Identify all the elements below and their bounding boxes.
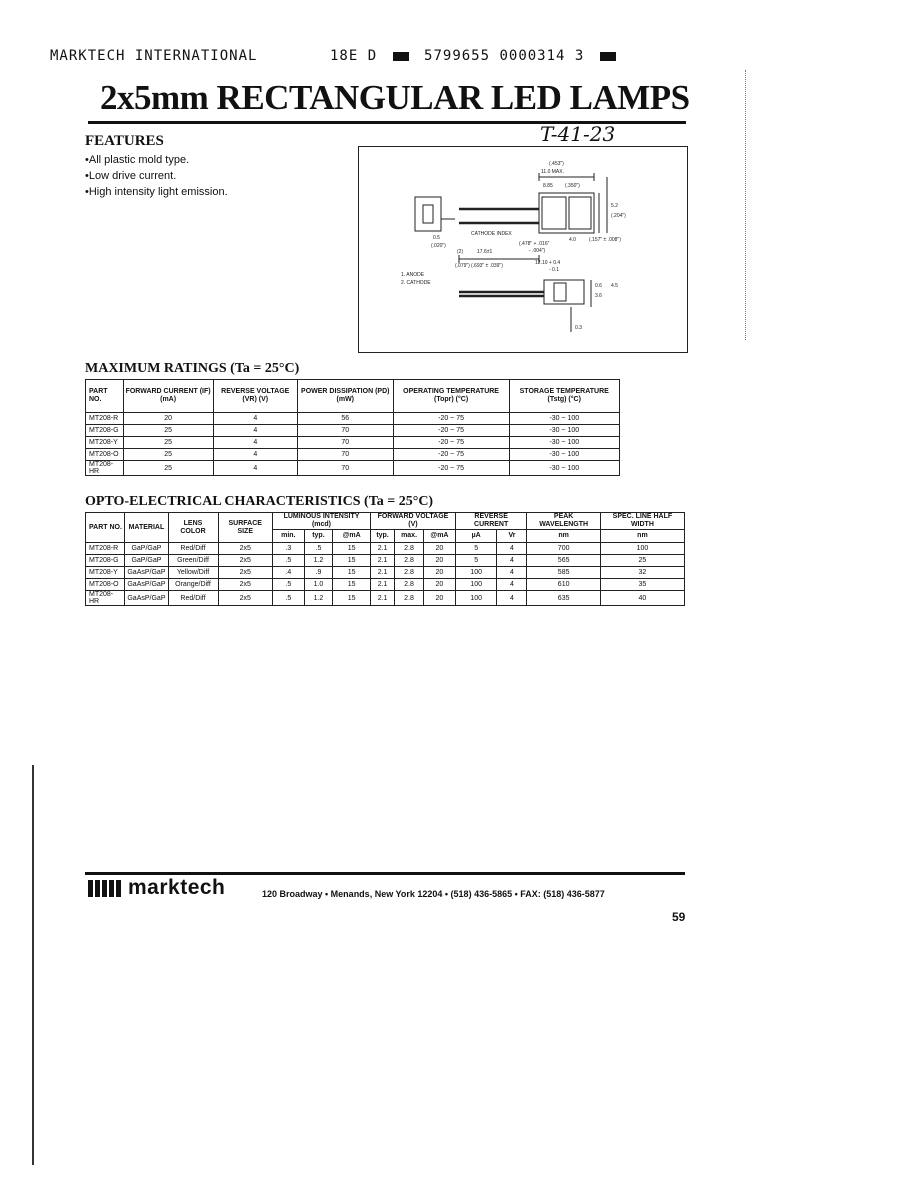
drawing-label: 8.85 (543, 183, 553, 189)
column-header: SPEC. LINE HALF WIDTH (600, 513, 684, 530)
table-cell: MT208-R (86, 543, 125, 555)
table-cell: 15 (333, 555, 371, 567)
drawing-label: 0.6 (595, 283, 602, 289)
table-cell: .5 (272, 555, 304, 567)
drawing-label: (.157" ± .008") (589, 237, 621, 243)
column-header: PEAK WAVELENGTH (527, 513, 600, 530)
table-cell: GaAsP/GaP (125, 579, 168, 591)
header-company: MARKTECH INTERNATIONAL (50, 48, 258, 64)
table-cell: 635 (527, 591, 600, 606)
table-cell: MT208-G (86, 555, 125, 567)
table-cell: .5 (272, 579, 304, 591)
drawing-label: 17.6±1 (477, 249, 493, 255)
table-cell: -30 ~ 100 (509, 413, 620, 425)
column-header: FORWARD VOLTAGE (V) (371, 513, 456, 530)
table-cell: 5 (455, 555, 497, 567)
table-cell: 25 (123, 461, 213, 476)
table-cell: 100 (455, 591, 497, 606)
table-row (86, 425, 620, 437)
table-cell: MT208-O (86, 579, 125, 591)
table-cell: -20 ~ 75 (393, 425, 509, 437)
subcolumn-header: Vr (497, 530, 527, 543)
drawing-label: 0.5 (433, 235, 440, 241)
table-cell: -20 ~ 75 (393, 449, 509, 461)
table-cell: 565 (527, 555, 600, 567)
feature-item: • High intensity light emission. (85, 184, 228, 200)
table-cell: .5 (272, 591, 304, 606)
table-cell: 4 (497, 543, 527, 555)
table-cell: GaAsP/GaP (125, 591, 168, 606)
table-cell: MT208-G (86, 425, 124, 437)
table-cell: .4 (272, 567, 304, 579)
footer-logo: marktech (128, 876, 226, 899)
drawing-label: (.079") (455, 263, 470, 269)
header-code-number: 5799655 0000314 3 (424, 48, 585, 64)
drawing-label: 4.0 (569, 237, 576, 243)
feature-item: • Low drive current. (85, 168, 228, 184)
table-row (86, 449, 620, 461)
table-cell: Red/Diff (168, 591, 218, 606)
table-cell: 2x5 (218, 567, 272, 579)
handwritten-note: T-41-23 (540, 122, 616, 146)
drawing-label: 5.2 (611, 203, 618, 209)
table-cell: 2x5 (218, 543, 272, 555)
table-cell: -20 ~ 75 (393, 437, 509, 449)
table-row (86, 413, 620, 425)
page-title: 2x5mm RECTANGULAR LED LAMPS (100, 78, 690, 117)
table-cell: 5 (455, 543, 497, 555)
column-header: PART NO. (86, 513, 125, 543)
subcolumn-header: µA (455, 530, 497, 543)
table-cell: -20 ~ 75 (393, 413, 509, 425)
subcolumn-header: nm (600, 530, 684, 543)
table-cell: 25 (600, 555, 684, 567)
table-cell: 4 (213, 413, 297, 425)
drawing-label: - 0.1 (549, 267, 560, 273)
drawing-label: 12.10 + 0.4 (535, 260, 561, 266)
drawing-label: (.350") (565, 183, 580, 189)
marktech-logo-icon (88, 880, 123, 902)
redaction-block-icon (393, 52, 409, 61)
footer-address: 120 Broadway • Menands, New York 12204 • (518) 436-5865 • FAX: (518) 436-5877 (262, 889, 605, 899)
table-cell: 1.2 (304, 555, 333, 567)
table-header-row (86, 513, 685, 530)
table-cell: 100 (455, 579, 497, 591)
table-row (86, 543, 685, 555)
table-cell: Orange/Diff (168, 579, 218, 591)
opto-table (85, 512, 685, 606)
front-view-shape (415, 197, 441, 231)
table-cell: 2.8 (395, 579, 424, 591)
drawing-label: 0.3 (575, 325, 582, 331)
table-cell: .9 (304, 567, 333, 579)
table-cell: GaAsP/GaP (125, 567, 168, 579)
table-cell: 35 (600, 579, 684, 591)
table-cell: 2.8 (395, 555, 424, 567)
table-cell: 4 (497, 591, 527, 606)
table-cell: -30 ~ 100 (509, 449, 620, 461)
table-header-row (86, 380, 620, 413)
table-cell: 2.1 (371, 579, 395, 591)
table-cell: 100 (600, 543, 684, 555)
table-cell: 4 (497, 555, 527, 567)
drawing-label: 2. CATHODE (401, 280, 431, 286)
table-cell: 4 (497, 567, 527, 579)
table-cell: 20 (424, 567, 456, 579)
table-cell: 70 (297, 461, 393, 476)
table-row (86, 567, 685, 579)
table-row (86, 591, 685, 606)
table-cell: 25 (123, 425, 213, 437)
footer-rule (85, 872, 685, 875)
subcolumn-header: @mA (333, 530, 371, 543)
column-header: POWER DISSIPATION (PD) (mW) (297, 380, 393, 413)
table-cell: 2.8 (395, 543, 424, 555)
table-cell: 1.0 (304, 579, 333, 591)
drawing-label: 11.0 MAX. (541, 169, 564, 175)
scan-specks (745, 70, 754, 340)
table-cell: 100 (455, 567, 497, 579)
table-cell: 2.8 (395, 591, 424, 606)
table-cell: 2.1 (371, 591, 395, 606)
drawing-label: CATHODE INDEX (471, 231, 512, 237)
drawing-label: 4.5 (611, 283, 618, 289)
table-cell: MT208-R (86, 413, 124, 425)
table-cell: 32 (600, 567, 684, 579)
table-cell: -30 ~ 100 (509, 425, 620, 437)
table-cell: 2.1 (371, 543, 395, 555)
subcolumn-header: min. (272, 530, 304, 543)
table-cell: 15 (333, 579, 371, 591)
table-row (86, 579, 685, 591)
table-cell: -20 ~ 75 (393, 461, 509, 476)
drawing-label: 1. ANODE (401, 272, 425, 278)
table-cell: 25 (123, 437, 213, 449)
table-cell: MT208-Y (86, 567, 125, 579)
header-code-prefix: 18E D (330, 48, 378, 64)
table-cell: 20 (424, 543, 456, 555)
subcolumn-header: typ. (371, 530, 395, 543)
table-cell: 4 (213, 461, 297, 476)
table-cell: 4 (497, 579, 527, 591)
table-cell: 4 (213, 437, 297, 449)
table-cell: 2.1 (371, 555, 395, 567)
table-cell: 15 (333, 543, 371, 555)
drawing-label: (.020") (431, 243, 446, 249)
table-cell: GaP/GaP (125, 555, 168, 567)
table-row (86, 437, 620, 449)
table-cell: 70 (297, 449, 393, 461)
table-cell: -30 ~ 100 (509, 437, 620, 449)
column-header: PART NO. (86, 380, 124, 413)
feature-item: • All plastic mold type. (85, 152, 228, 168)
table-cell: Yellow/Diff (168, 567, 218, 579)
column-header: SURFACE SIZE (218, 513, 272, 543)
scan-edge-line (32, 765, 34, 1165)
column-header: MATERIAL (125, 513, 168, 543)
table-cell: Red/Diff (168, 543, 218, 555)
drawing-label: 3.6 (595, 293, 602, 299)
table-cell: 4 (213, 449, 297, 461)
max-ratings-table (85, 379, 620, 476)
header-code (330, 48, 622, 64)
column-header: LUMINOUS INTENSITY (mcd) (272, 513, 370, 530)
drawing-label: (.453") (549, 161, 564, 167)
table-cell: 40 (600, 591, 684, 606)
drawing-label: (.693" ± .039") (471, 263, 503, 269)
opto-body (86, 543, 685, 606)
table-cell: 20 (424, 579, 456, 591)
column-header: OPERATING TEMPERATURE (Topr) (°C) (393, 380, 509, 413)
table-cell: 15 (333, 591, 371, 606)
redaction-block-icon (600, 52, 616, 61)
table-cell: MT208-HR (86, 461, 124, 476)
table-cell: 2x5 (218, 579, 272, 591)
table-cell: 585 (527, 567, 600, 579)
table-cell: 70 (297, 425, 393, 437)
opto-heading: OPTO-ELECTRICAL CHARACTERISTICS (Ta = 25°C) (85, 494, 434, 509)
table-cell: MT208-Y (86, 437, 124, 449)
table-cell: MT208-HR (86, 591, 125, 606)
page-number: 59 (672, 910, 686, 924)
subcolumn-header: nm (527, 530, 600, 543)
column-header: LENS COLOR (168, 513, 218, 543)
dimension-drawing (358, 146, 688, 353)
table-cell: 700 (527, 543, 600, 555)
table-cell: 2x5 (218, 591, 272, 606)
table-cell: MT208-O (86, 449, 124, 461)
table-cell: -30 ~ 100 (509, 461, 620, 476)
table-cell: 20 (424, 555, 456, 567)
table-row (86, 461, 620, 476)
subcolumn-header: @mA (424, 530, 456, 543)
table-cell: 2.8 (395, 567, 424, 579)
column-header: REVERSE VOLTAGE (VR) (V) (213, 380, 297, 413)
table-cell: .3 (272, 543, 304, 555)
table-cell: 70 (297, 437, 393, 449)
table-cell: 2.1 (371, 567, 395, 579)
table-cell: 2x5 (218, 555, 272, 567)
drawing-label: - .004") (529, 248, 546, 254)
column-header: REVERSE CURRENT (455, 513, 527, 530)
drawing-label: (.204") (611, 213, 626, 219)
subcolumn-header: max. (395, 530, 424, 543)
table-row (86, 555, 685, 567)
max-ratings-body (86, 413, 620, 476)
table-cell: GaP/GaP (125, 543, 168, 555)
table-cell: Green/Diff (168, 555, 218, 567)
column-header: STORAGE TEMPERATURE (Tstg) (°C) (509, 380, 620, 413)
table-cell: 1.2 (304, 591, 333, 606)
features-heading: FEATURES (85, 133, 164, 149)
table-cell: 56 (297, 413, 393, 425)
table-cell: 610 (527, 579, 600, 591)
table-cell: .5 (304, 543, 333, 555)
table-cell: 15 (333, 567, 371, 579)
table-cell: 20 (123, 413, 213, 425)
drawing-svg (359, 147, 687, 352)
column-header: FORWARD CURRENT (IF) (mA) (123, 380, 213, 413)
table-cell: 20 (424, 591, 456, 606)
table-cell: 4 (213, 425, 297, 437)
drawing-label: (.478" + .016" (519, 241, 550, 247)
features-list (85, 152, 228, 200)
max-ratings-heading: MAXIMUM RATINGS (Ta = 25°C) (85, 361, 300, 376)
subcolumn-header: typ. (304, 530, 333, 543)
table-cell: 25 (123, 449, 213, 461)
drawing-label: (2) (457, 249, 464, 255)
